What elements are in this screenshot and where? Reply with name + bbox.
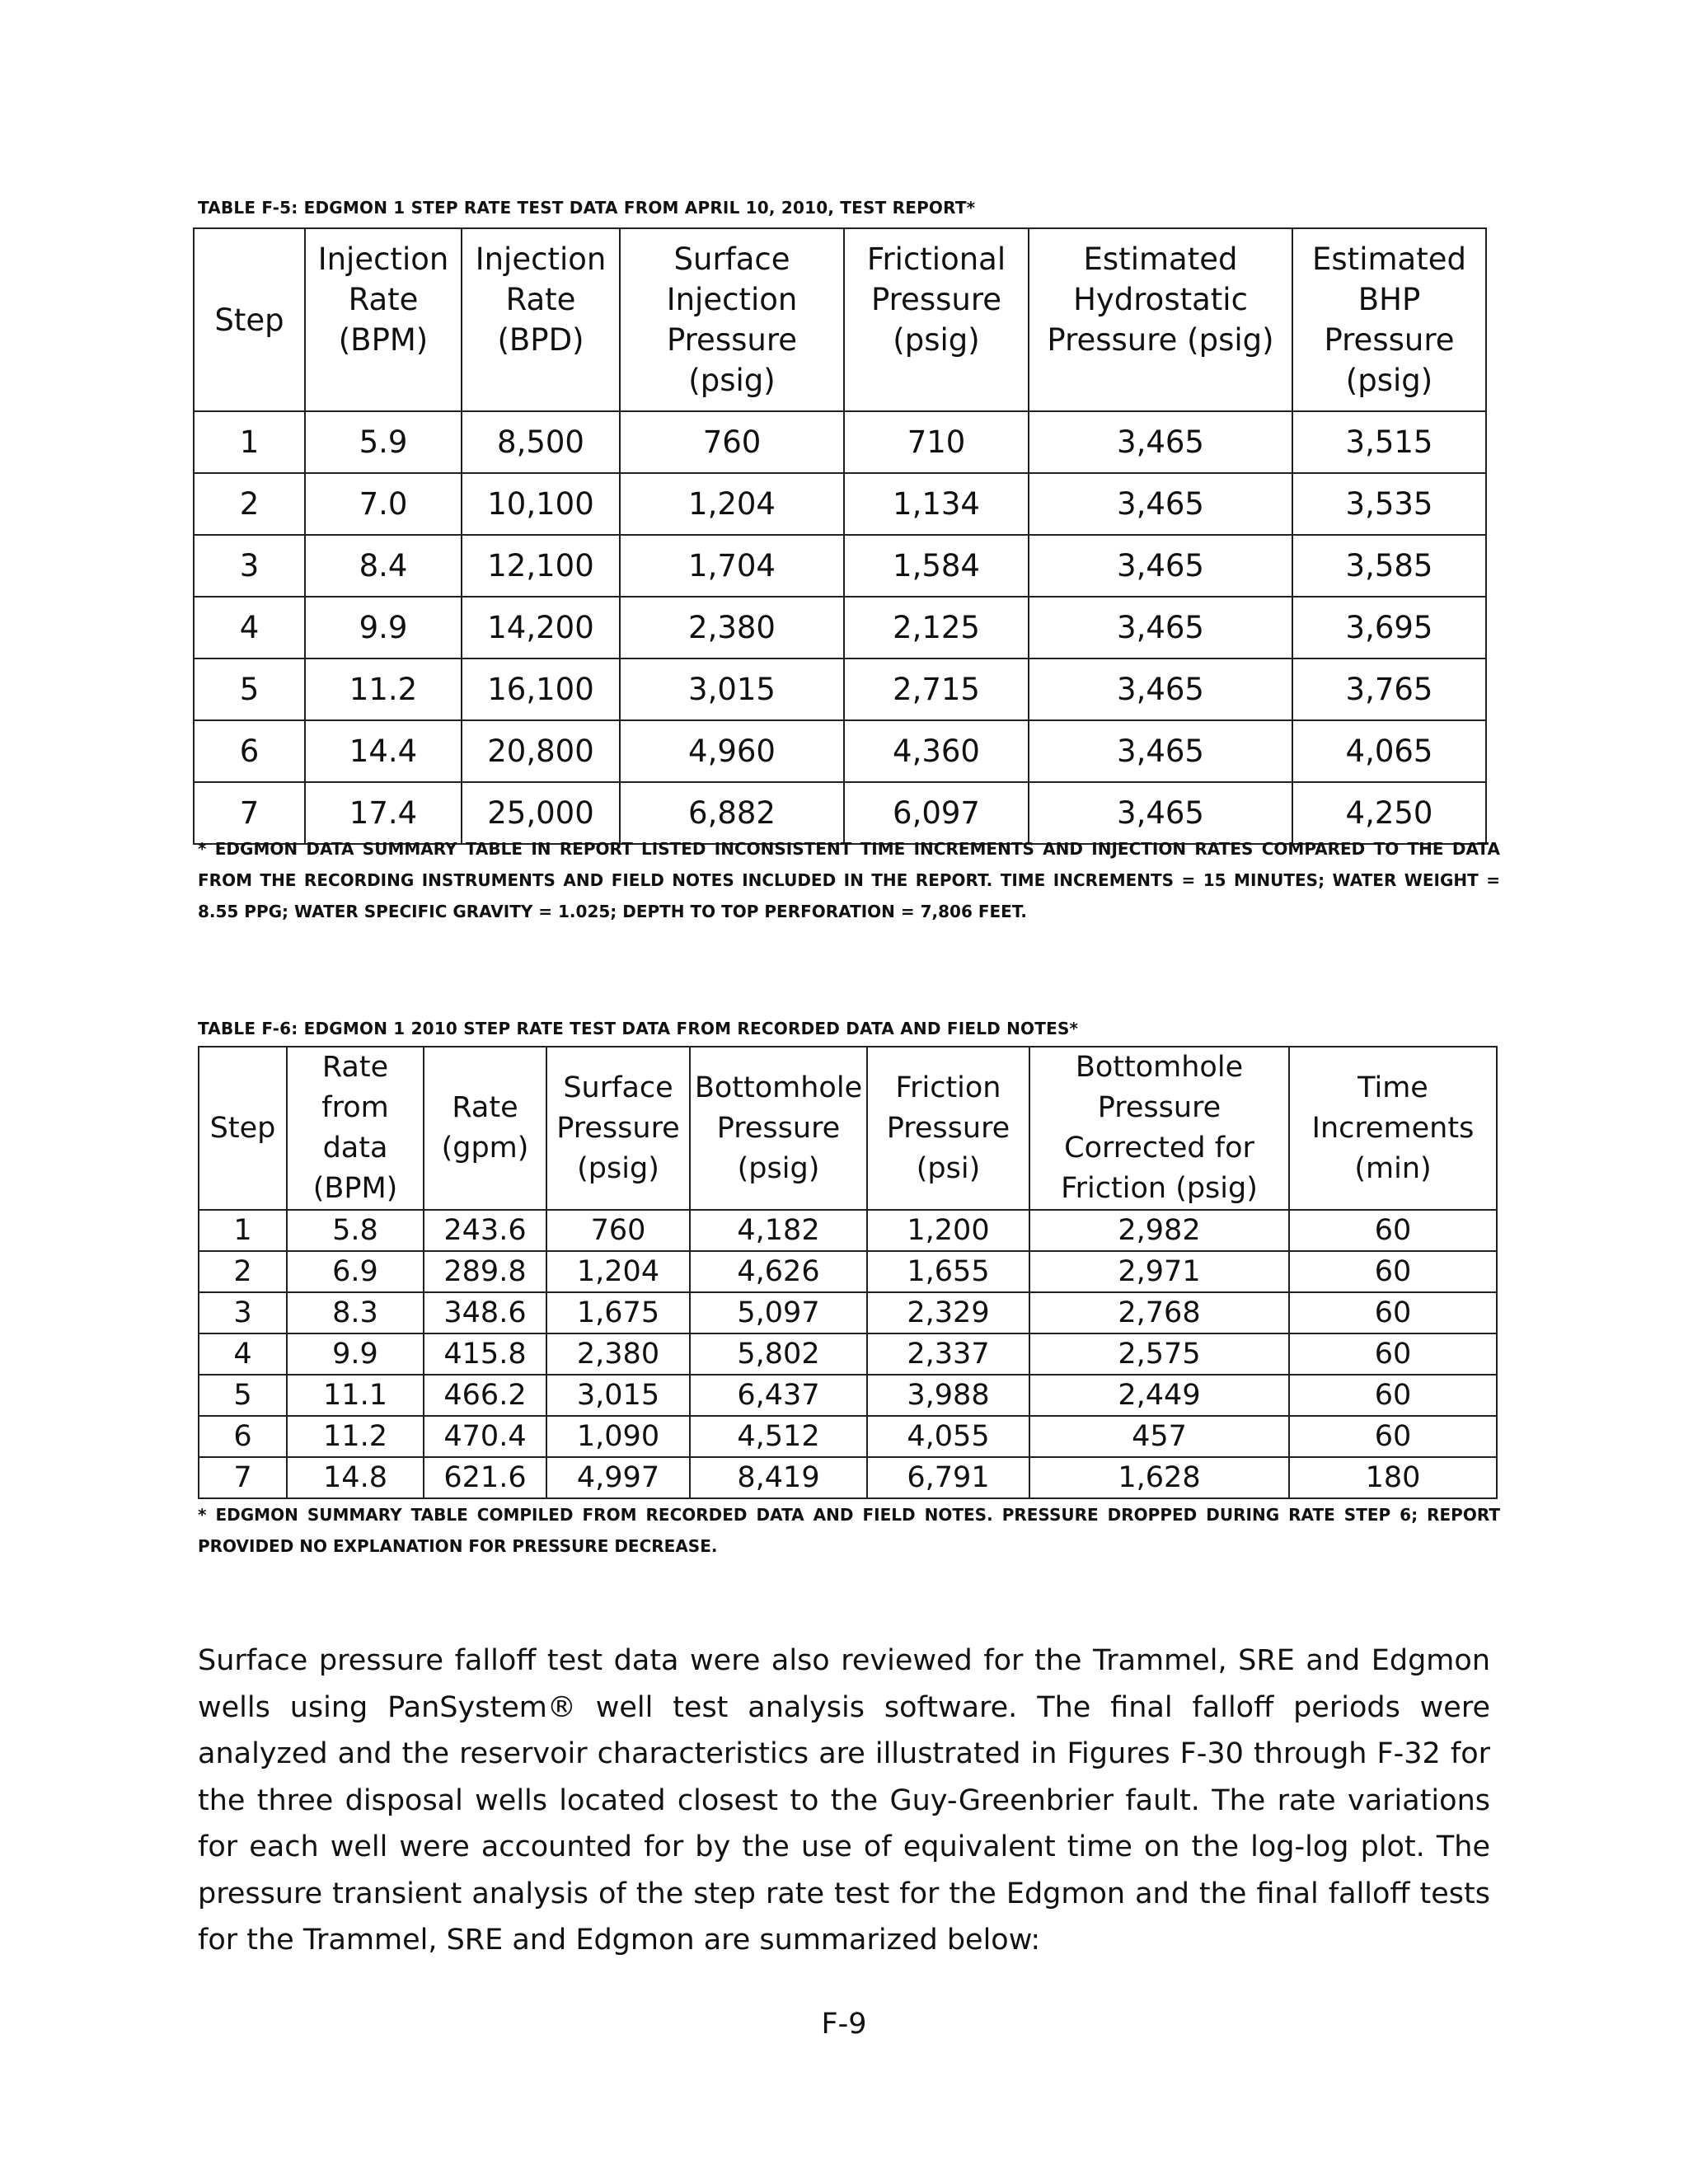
table-cell: 60	[1289, 1333, 1497, 1375]
table-cell: 621.6	[424, 1457, 546, 1498]
table-cell: 3,585	[1292, 535, 1486, 597]
table-cell: 6,791	[867, 1457, 1029, 1498]
table-cell: 180	[1289, 1457, 1497, 1498]
table-cell: 243.6	[424, 1210, 546, 1251]
table-cell: 470.4	[424, 1416, 546, 1457]
table-cell: 710	[844, 411, 1029, 473]
table-cell: 60	[1289, 1292, 1497, 1333]
table-f5-row	[194, 597, 1486, 658]
table-cell: 1,675	[546, 1292, 690, 1333]
table-cell: 3,465	[1029, 411, 1292, 473]
table-cell: 415.8	[424, 1333, 546, 1375]
table-cell: 60	[1289, 1251, 1497, 1292]
table-f5-header-cell: Estimated Hydrostatic Pressure (psig)	[1029, 228, 1292, 411]
table-cell: 2,768	[1029, 1292, 1289, 1333]
table-f6-row	[199, 1416, 1497, 1457]
table-cell: 11.2	[287, 1416, 424, 1457]
body-paragraph: Surface pressure falloff test data were also reviewed for the Trammel, SRE and Edgmon wells using PanSystem® well test analysis software. The final falloff periods were analyzed and the reservoir characteristics are illustrated in Figures F-30 through F-32 for the three disposal wells located closest to the Guy-Greenbrier fault. The rate variations for each well were accounted for by the use of equivalent time on the log-log plot. The pressure transient analysis of the step rate test for the Edgmon and the final falloff tests for the Trammel, SRE and Edgmon are summarized below:	[198, 1644, 1490, 1957]
table-cell: 6	[199, 1416, 287, 1457]
table-cell: 466.2	[424, 1375, 546, 1416]
table-cell: 3,515	[1292, 411, 1486, 473]
table-f6-header-row	[199, 1047, 1497, 1210]
table-f5-header-cell: Injection Rate (BPD)	[462, 228, 620, 411]
table-cell: 1,204	[546, 1251, 690, 1292]
table-f5-caption: TABLE F-5: EDGMON 1 STEP RATE TEST DATA FROM APRIL 10, 2010, TEST REPORT*	[198, 198, 976, 218]
table-f6-row	[199, 1251, 1497, 1292]
table-f6-header-cell: Rate from data (BPM)	[287, 1047, 424, 1210]
table-f5-header-cell: Frictional Pressure (psig)	[844, 228, 1029, 411]
table-cell: 5,097	[690, 1292, 867, 1333]
table-cell: 8,500	[462, 411, 620, 473]
table-cell: 6.9	[287, 1251, 424, 1292]
table-cell: 3,465	[1029, 720, 1292, 782]
table-cell: 8.3	[287, 1292, 424, 1333]
table-cell: 1,628	[1029, 1457, 1289, 1498]
table-f6-footnote: * EDGMON SUMMARY TABLE COMPILED FROM RECORDED DATA AND FIELD NOTES. PRESSURE DROPPED DURING RATE STEP 6; REPORT PROVIDED NO EXPLANATION FOR PRESSURE DECREASE.	[198, 1505, 1500, 1556]
table-cell: 1,090	[546, 1416, 690, 1457]
table-cell: 14.4	[305, 720, 462, 782]
table-cell: 9.9	[287, 1333, 424, 1375]
table-cell: 4,250	[1292, 782, 1486, 844]
table-cell: 1,204	[620, 473, 844, 535]
table-f5-row	[194, 535, 1486, 597]
table-cell: 4,360	[844, 720, 1029, 782]
table-cell: 4,055	[867, 1416, 1029, 1457]
table-cell: 3,465	[1029, 782, 1292, 844]
table-cell: 3,465	[1029, 535, 1292, 597]
table-f6-header-cell: Rate (gpm)	[424, 1047, 546, 1210]
table-cell: 348.6	[424, 1292, 546, 1333]
table-f6-header-cell: Bottomhole Pressure Corrected for Friction (psig)	[1029, 1047, 1289, 1210]
table-cell: 3,535	[1292, 473, 1486, 535]
table-cell: 60	[1289, 1416, 1497, 1457]
table-cell: 3	[199, 1292, 287, 1333]
table-cell: 6	[194, 720, 305, 782]
table-cell: 14,200	[462, 597, 620, 658]
table-cell: 1,200	[867, 1210, 1029, 1251]
table-cell: 16,100	[462, 658, 620, 720]
table-f6-row	[199, 1457, 1497, 1498]
table-cell: 6,882	[620, 782, 844, 844]
table-cell: 2,380	[546, 1333, 690, 1375]
table-cell: 4,065	[1292, 720, 1486, 782]
table-cell: 5	[199, 1375, 287, 1416]
table-cell: 5	[194, 658, 305, 720]
table-cell: 4	[199, 1333, 287, 1375]
table-f6-header-cell: Step	[199, 1047, 287, 1210]
table-cell: 20,800	[462, 720, 620, 782]
table-cell: 4,960	[620, 720, 844, 782]
table-cell: 11.2	[305, 658, 462, 720]
table-cell: 2,575	[1029, 1333, 1289, 1375]
table-cell: 3	[194, 535, 305, 597]
table-cell: 5.8	[287, 1210, 424, 1251]
table-f5-header-cell: Injection Rate (BPM)	[305, 228, 462, 411]
table-f5-row	[194, 411, 1486, 473]
table-cell: 60	[1289, 1210, 1497, 1251]
table-cell: 3,465	[1029, 658, 1292, 720]
table-f5-row	[194, 720, 1486, 782]
table-cell: 8,419	[690, 1457, 867, 1498]
table-cell: 3,015	[620, 658, 844, 720]
table-cell: 4,512	[690, 1416, 867, 1457]
table-f5	[193, 227, 1487, 845]
page-number: F-9	[821, 2008, 867, 2041]
table-cell: 760	[620, 411, 844, 473]
table-cell: 9.9	[305, 597, 462, 658]
table-cell: 2,337	[867, 1333, 1029, 1375]
table-cell: 2	[194, 473, 305, 535]
table-cell: 2,380	[620, 597, 844, 658]
table-cell: 4,626	[690, 1251, 867, 1292]
table-f6-header-cell: Surface Pressure (psig)	[546, 1047, 690, 1210]
table-cell: 5,802	[690, 1333, 867, 1375]
table-cell: 2,125	[844, 597, 1029, 658]
table-cell: 3,765	[1292, 658, 1486, 720]
table-cell: 2,329	[867, 1292, 1029, 1333]
table-cell: 3,465	[1029, 597, 1292, 658]
table-cell: 2,715	[844, 658, 1029, 720]
table-cell: 1,704	[620, 535, 844, 597]
table-cell: 7	[194, 782, 305, 844]
table-cell: 5.9	[305, 411, 462, 473]
table-cell: 2	[199, 1251, 287, 1292]
table-cell: 11.1	[287, 1375, 424, 1416]
table-cell: 14.8	[287, 1457, 424, 1498]
table-cell: 4,182	[690, 1210, 867, 1251]
table-cell: 3,695	[1292, 597, 1486, 658]
table-cell: 6,437	[690, 1375, 867, 1416]
table-cell: 2,449	[1029, 1375, 1289, 1416]
table-cell: 4	[194, 597, 305, 658]
table-cell: 17.4	[305, 782, 462, 844]
table-cell: 7	[199, 1457, 287, 1498]
table-f6	[198, 1046, 1498, 1499]
table-cell: 25,000	[462, 782, 620, 844]
table-cell: 10,100	[462, 473, 620, 535]
table-f5-header-row	[194, 228, 1486, 411]
table-cell: 1,655	[867, 1251, 1029, 1292]
table-cell: 60	[1289, 1375, 1497, 1416]
table-cell: 760	[546, 1210, 690, 1251]
table-f6-header-cell: Time Increments (min)	[1289, 1047, 1497, 1210]
table-f6-row	[199, 1292, 1497, 1333]
table-f6-header-cell: Friction Pressure (psi)	[867, 1047, 1029, 1210]
table-f6-header-cell: Bottomhole Pressure (psig)	[690, 1047, 867, 1210]
table-cell: 3,988	[867, 1375, 1029, 1416]
table-f5-header-cell: Step	[194, 228, 305, 411]
table-f6-caption: TABLE F-6: EDGMON 1 2010 STEP RATE TEST DATA FROM RECORDED DATA AND FIELD NOTES*	[198, 1019, 1079, 1038]
table-cell: 6,097	[844, 782, 1029, 844]
table-f5-header-cell: Surface Injection Pressure (psig)	[620, 228, 844, 411]
table-cell: 4,997	[546, 1457, 690, 1498]
table-f6-row	[199, 1333, 1497, 1375]
table-cell: 1,134	[844, 473, 1029, 535]
table-cell: 7.0	[305, 473, 462, 535]
table-f6-row	[199, 1375, 1497, 1416]
table-cell: 1	[199, 1210, 287, 1251]
table-cell: 289.8	[424, 1251, 546, 1292]
table-f5-footnote: * EDGMON DATA SUMMARY TABLE IN REPORT LISTED INCONSISTENT TIME INCREMENTS AND INJECTION RATES COMPARED TO THE DATA FROM THE RECORDING INSTRUMENTS AND FIELD NOTES INCLUDED IN THE REPORT. TIME INCREMENTS = 15 MINUTES; WATER WEIGHT = 8.55 PPG; WATER SPECIFIC GRAVITY = 1.025; DEPTH TO TOP PERFORATION = 7,806 FEET.	[198, 839, 1500, 921]
table-cell: 8.4	[305, 535, 462, 597]
table-cell: 3,465	[1029, 473, 1292, 535]
table-cell: 1,584	[844, 535, 1029, 597]
table-cell: 12,100	[462, 535, 620, 597]
table-cell: 457	[1029, 1416, 1289, 1457]
table-cell: 1	[194, 411, 305, 473]
table-cell: 2,982	[1029, 1210, 1289, 1251]
table-cell: 2,971	[1029, 1251, 1289, 1292]
table-f5-row	[194, 473, 1486, 535]
table-cell: 3,015	[546, 1375, 690, 1416]
table-f5-row	[194, 658, 1486, 720]
table-f6-row	[199, 1210, 1497, 1251]
table-f5-header-cell: Estimated BHP Pressure (psig)	[1292, 228, 1486, 411]
